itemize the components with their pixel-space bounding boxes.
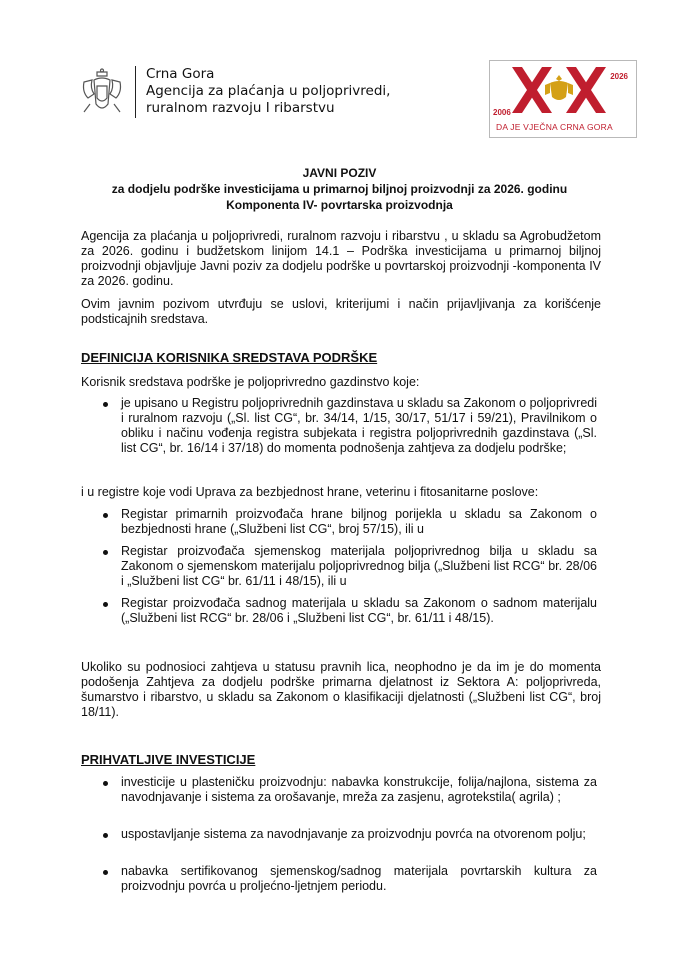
- list-item: uspostavljanje sistema za navodnjavanje za proizvodnju povrća na otvorenom polju;: [121, 827, 586, 841]
- anniversary-badge: [489, 60, 637, 138]
- section-heading-beneficiaries: DEFINICIJA KORISNIKA SREDSTAVA PODRŠKE: [81, 350, 378, 365]
- list-item: je upisano u Registru poljoprivrednih gazdinstava u skladu sa Zakonom o poljoprivredi i ruralnom razvoju („Sl. list CG“, br. 34/14, 1/15, 30/17, 51/17 i 59/21), Pravilnikom o obliku i načinu vođenja registra subjekata i registra poljoprivrednih gazdinstava („Sl. list CG“, br. 16/14 i 37/18) do momenta podnošenja zahtjeva za dodjelu podrške;: [121, 396, 597, 455]
- list-item: investicije u plasteničku proizvodnju: nabavka konstrukcije, folija/najlona, sistema za navodnjavanje i sistema za orošavanje, mreža za zasjenu, agrotekstila( agrila) ;: [121, 775, 597, 804]
- coat-of-arms-icon: [80, 68, 124, 118]
- agency-block: [146, 66, 390, 117]
- header-divider: [135, 66, 136, 118]
- list-item: Registar proizvođača sjemenskog materijala poljoprivrednog bilja u skladu sa Zakonom o sjemenskom materijalu poljoprivrednog bilja („Službeni list RCG“ br. 28/06 i „Službeni list CG“ br. 61/11 i 48/15), ili u: [121, 544, 597, 588]
- list-item: Registar proizvođača sadnog materijala u skladu sa Zakonom o sadnom materijalu („Službeni list RCG“ br. 28/06 i „Službeni list CG“, br. 61/11 i 48/15).: [121, 596, 597, 625]
- intro-paragraph-2: Ovim javnim pozivom utvrđuju se uslovi, kriterijumi i način prijavljivanja za korišćenje podsticajnih sredstava.: [81, 297, 601, 326]
- bullet-dot: [103, 833, 108, 838]
- beneficiary-lead: Korisnik sredstava podrške je poljoprivredno gazdinstvo koje:: [81, 375, 420, 389]
- legal-entities-paragraph: Ukoliko su podnosioci zahtjeva u statusu pravnih lica, neophodno je da im je do momenta podošenja Zahtjeva za dodjelu podrške primarna djelatnost iz Sektora A: poljoprivreda, šumarstvo i ribarstvo, u skladu sa Zakonom o klasifikaciji djelatnosti („Službeni list CG“, broj 18/11).: [81, 660, 601, 719]
- country-name: Crna Gora: [146, 66, 215, 82]
- list-item: Registar primarnih proizvođača hrane biljnog porijekla u skladu sa Zakonom o bezbjednosti hrane („Službeni list CG“, broj 57/15), ili u: [121, 507, 597, 536]
- bullet-dot: [103, 781, 108, 786]
- list-item: nabavka sertifikovanog sjemenskog/sadnog materijala povrtarskih kultura za proizvodnju povrća u proljećno-ljetnjem periodu.: [121, 864, 597, 893]
- badge-slogan: DA JE VJEČNA CRNA GORA: [496, 122, 613, 132]
- bullet-dot: [103, 550, 108, 555]
- registers-lead: i u registre koje vodi Uprava za bezbjednost hrane, veterinu i fitosanitarne poslove:: [81, 485, 539, 499]
- agency-name-line2: ruralnom razvoju I ribarstvu: [146, 100, 335, 116]
- section-heading-investments: PRIHVATLJIVE INVESTICIJE: [81, 752, 256, 767]
- agency-name-line1: Agencija za plaćanja u poljoprivredi,: [146, 83, 391, 99]
- doc-subtitle: za dodjelu podrške investicijama u primarnoj biljnoj proizvodnji za 2026. godinu: [111, 182, 568, 196]
- year-start: 2006: [493, 108, 511, 117]
- bullet-dot: [103, 870, 108, 875]
- bullet-dot: [103, 602, 108, 607]
- bullet-dot: [103, 513, 108, 518]
- year-end: 2026: [610, 72, 628, 81]
- doc-title: JAVNI POZIV: [302, 166, 377, 180]
- bullet-dot: [103, 402, 108, 407]
- doc-component: Komponenta IV- povrtarska proizvodnja: [226, 198, 453, 212]
- intro-paragraph: Agencija za plaćanja u poljoprivredi, ruralnom razvoju i ribarstvu , u skladu sa Agrobudžetom za 2026. godinu i budžetskom linijom 14.1 – Podrška investicijama u primarnoj biljnoj proizvodnji objavljuje Javni poziv za dodjelu podrške u povrtarskoj proizvodnji -komponenta IV za 2026. godinu.: [81, 229, 601, 288]
